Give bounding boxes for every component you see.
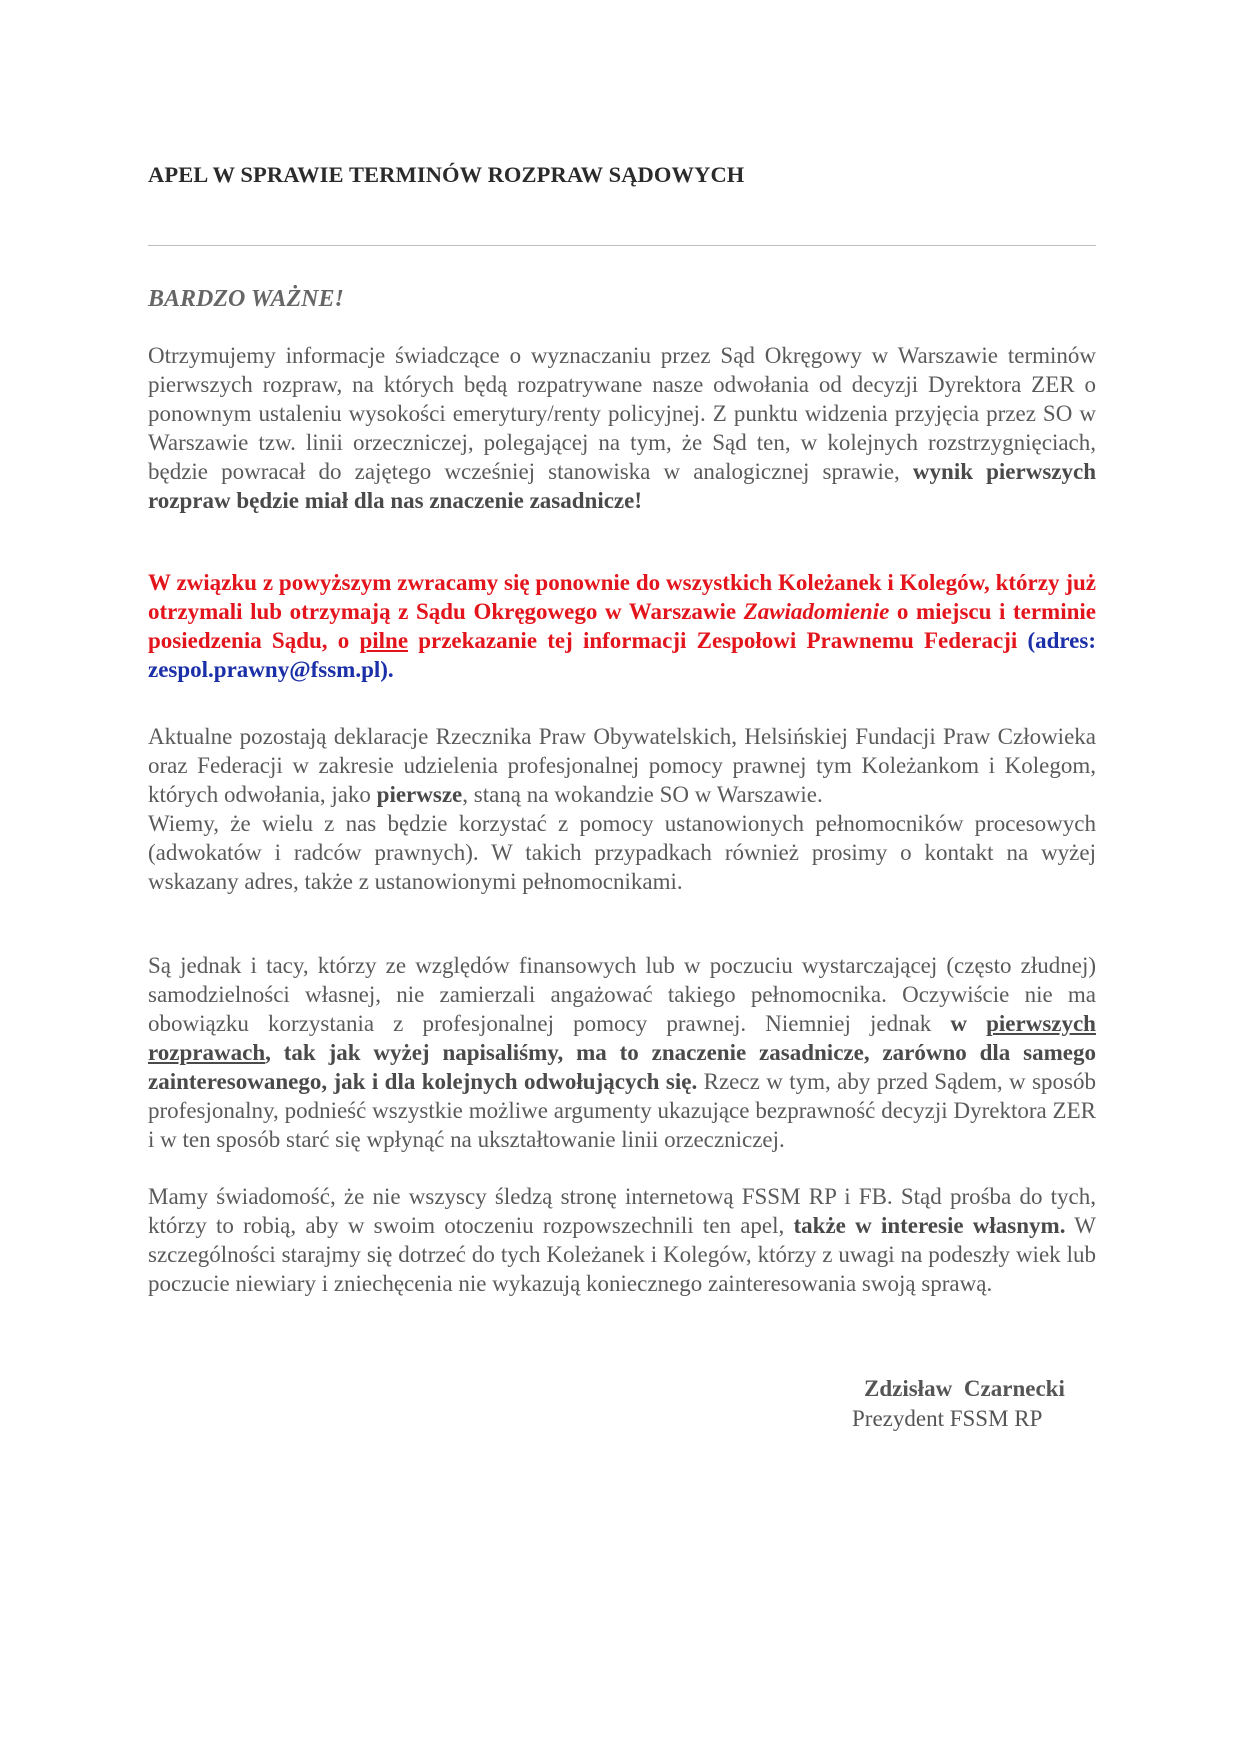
paragraph-text: Są jednak i tacy, którzy ze względów finansowych lub w poczuciu wystarczającej (często złudnej) samodzielności własnej, nie zamierzali angażować takiego pełnomocnika. Oczywiście nie ma obowiązku korzystania z profesjonalnej pomocy prawnej. Niemniej jednak — [148, 953, 1096, 1036]
paragraph-text: W związku z powyższym zwracamy się ponownie do wszystkich Koleżanek i Kolegów, którzy już otrzymali lub otrzymają z Sądu Okręgowego w Warszawie — [148, 570, 1096, 624]
paragraph-text: Aktualne pozostają deklaracje Rzecznika Praw Obywatelskich, Helsińskiej Fundacji Praw Człowieka oraz Federacji w zakresie udzielenia profesjonalnej pomocy prawnej tym Koleżankom i Kolegom, których odwołania, jako — [148, 724, 1096, 807]
paragraph-text: , staną na wokandzie SO w Warszawie. — [462, 782, 823, 807]
email-address-link[interactable]: (adres: zespol.prawny@fssm.pl). — [148, 628, 1096, 682]
paragraph-text: Otrzymujemy informacje świadczące o wyznaczaniu przez Sąd Okręgowy w Warszawie terminów pierwszych rozpraw, na których będą rozpatrywane nasze odwołania od decyzji Dyrektora ZER o ponownym ustaleniu wysokości emerytury/renty policyjnej. Z punktu widzenia przyjęcia przez SO w Warszawie tzw. linii orzeczniczej, polegającej na tym, że Sąd ten, w kolejnych rozstrzygnięciach, będzie powracał do zajętego wcześniej stanowiska w analogicznej sprawie, — [148, 343, 1096, 484]
paragraph-emphasis: pierwsze — [376, 782, 463, 807]
document-title: APEL W SPRAWIE TERMINÓW ROZPRAW SĄDOWYCH — [148, 162, 745, 187]
paragraph-self-representation — [148, 951, 1096, 1154]
document-subtitle: BARDZO WAŻNE! — [148, 286, 344, 312]
notice-term: Zawiadomienie — [743, 599, 890, 624]
paragraph-legal-help — [148, 722, 1096, 896]
paragraph-text: W szczególności starajmy się dotrzeć do tych Koleżanek i Kolegów, którzy z uwagi na podeszły wiek lub poczucie niewiary i zniechęcenia nie wykazują koniecznego zainteresowania swoją sprawą. — [148, 1213, 1096, 1296]
paragraph-emphasis: , tak jak wyżej napisaliśmy, ma to znaczenie zasadnicze, zarówno dla samego zainteresowanego, jak i dla kolejnych odwołujących się. — [148, 1040, 1096, 1094]
signature-role: Prezydent FSSM RP — [852, 1406, 1043, 1431]
paragraph-text: Mamy świadomość, że nie wszyscy śledzą stronę internetową FSSM RP i FB. Stąd prośba do tych, którzy to robią, aby w swoim otoczeniu rozpowszechnili ten apel, — [148, 1184, 1096, 1238]
paragraph-spread-appeal — [148, 1182, 1096, 1298]
urgent-word: pilne — [359, 628, 409, 653]
horizontal-divider — [148, 245, 1096, 246]
paragraph-emphasis-underlined: pierwszych rozprawach — [148, 1011, 1096, 1065]
paragraph-text: przekazanie tej informacji Zespołowi Prawnemu Federacji — [408, 628, 1028, 653]
paragraph-emphasis: w — [950, 1011, 987, 1036]
paragraph-emphasis: wynik pierwszych rozpraw będzie miał dla nas znaczenie zasadnicze! — [148, 459, 1096, 513]
paragraph-text-representatives: Wiemy, że wielu z nas będzie korzystać z pomocy ustanowionych pełnomocników procesowych (adwokatów i radców prawnych). W takich przypadkach również prosimy o kontakt na wyżej wskazany adres, także z ustanowionymi pełnomocnikami. — [148, 811, 1096, 894]
paragraph-appeal-red — [148, 568, 1096, 684]
signature-name: Zdzisław Czarnecki — [864, 1376, 1065, 1401]
paragraph-text: Rzecz w tym, aby przed Sądem, w sposób profesjonalny, podnieść wszystkie możliwe argumenty ukazujące bezprawność decyzji Dyrektora ZER i w ten sposób starć się wpłynąć na ukształtowanie linii orzeczniczej. — [148, 1069, 1096, 1152]
paragraph-emphasis: także w interesie własnym. — [793, 1213, 1066, 1238]
paragraph-court-dates — [148, 341, 1096, 515]
paragraph-text: o miejscu i terminie posiedzenia Sądu, o — [148, 599, 1096, 653]
